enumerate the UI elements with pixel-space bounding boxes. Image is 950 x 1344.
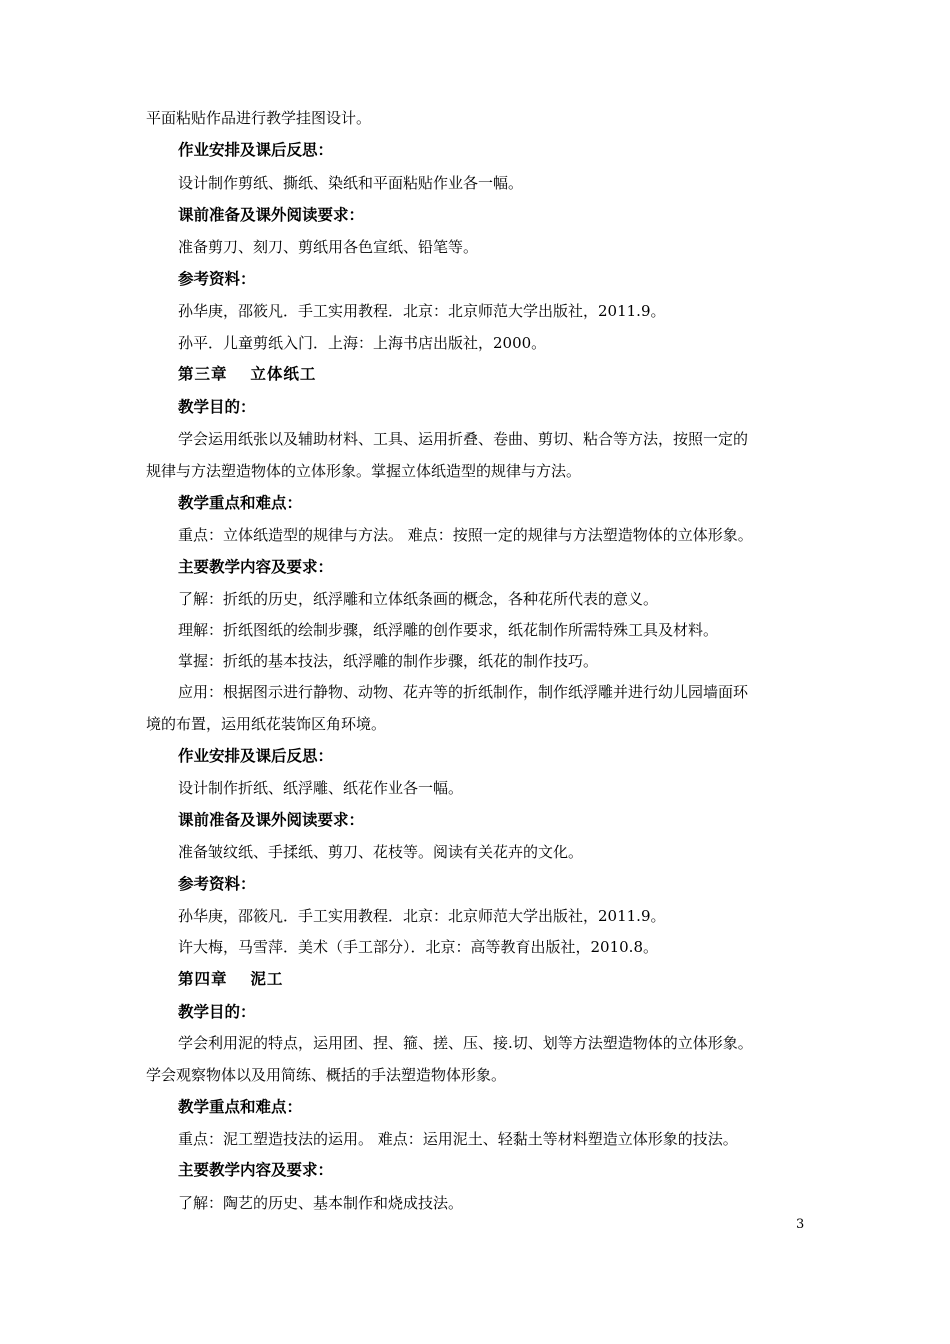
section-heading-objectives: 教学目的：	[178, 397, 256, 416]
objectives-text: 学会运用纸张以及辅助材料、工具、运用折叠、卷曲、剪切、粘合等方法，按照一定的	[178, 430, 749, 448]
key-points-text: 重点：泥工塑造技法的运用。 难点：运用泥土、轻黏土等材料塑造立体形象的技法。	[178, 1130, 738, 1148]
reference-item: 孙平．儿童剪纸入门．上海：上海书店出版社，2000。	[178, 334, 547, 352]
chapter-title-3: 第三章 立体纸工	[178, 364, 317, 383]
assignments-text: 设计制作剪纸、撕纸、染纸和平面粘贴作业各一幅。	[178, 174, 524, 192]
section-heading-objectives: 教学目的：	[178, 1002, 256, 1021]
section-heading-references: 参考资料：	[178, 874, 256, 893]
preparation-text: 准备剪刀、刻刀、剪纸用各色宣纸、铅笔等。	[178, 238, 479, 256]
paragraph-continuation: 平面粘贴作品进行教学挂图设计。	[146, 109, 372, 127]
assignments-text: 设计制作折纸、纸浮雕、纸花作业各一幅。	[178, 779, 464, 797]
content-understand: 了解：折纸的历史，纸浮雕和立体纸条画的概念，各种花所代表的意义。	[178, 590, 659, 608]
section-heading-preparation: 课前准备及课外阅读要求：	[178, 205, 365, 224]
reference-item: 许大梅，马雪萍．美术（手工部分）．北京：高等教育出版社，2010.8。	[178, 938, 658, 956]
content-apply: 应用：根据图示进行静物、动物、花卉等的折纸制作，制作纸浮雕并进行幼儿园墙面环	[178, 683, 749, 701]
section-heading-content: 主要教学内容及要求：	[178, 1160, 334, 1179]
content-comprehend: 理解：折纸图纸的绘制步骤，纸浮雕的创作要求，纸花制作所需特殊工具及材料。	[178, 621, 719, 639]
objectives-text: 学会利用泥的特点，运用团、捏、箍、搓、压、接.切、划等方法塑造物体的立体形象。	[178, 1034, 753, 1052]
section-heading-preparation: 课前准备及课外阅读要求：	[178, 810, 365, 829]
section-heading-key-points: 教学重点和难点：	[178, 493, 303, 512]
reference-item: 孙华庚，邵筱凡．手工实用教程．北京：北京师范大学出版社，2011.9。	[178, 907, 666, 925]
section-heading-assignments: 作业安排及课后反思：	[178, 746, 334, 765]
content-master: 掌握：折纸的基本技法，纸浮雕的制作步骤，纸花的制作技巧。	[178, 652, 599, 670]
reference-item: 孙华庚，邵筱凡．手工实用教程．北京：北京师范大学出版社，2011.9。	[178, 302, 666, 320]
content-understand: 了解：陶艺的历史、基本制作和烧成技法。	[178, 1194, 464, 1212]
content-apply-cont: 境的布置，运用纸花装饰区角环境。	[146, 715, 387, 733]
objectives-text-cont: 规律与方法塑造物体的立体形象。掌握立体纸造型的规律与方法。	[146, 462, 582, 480]
page-number: 3	[796, 1217, 805, 1232]
section-heading-key-points: 教学重点和难点：	[178, 1097, 303, 1116]
chapter-title-4: 第四章 泥工	[178, 969, 284, 988]
section-heading-references: 参考资料：	[178, 269, 256, 288]
key-points-text: 重点：立体纸造型的规律与方法。 难点：按照一定的规律与方法塑造物体的立体形象。	[178, 526, 753, 544]
objectives-text-cont: 学会观察物体以及用简练、概括的手法塑造物体形象。	[146, 1066, 507, 1084]
section-heading-content: 主要教学内容及要求：	[178, 557, 334, 576]
section-heading-assignments: 作业安排及课后反思：	[178, 140, 334, 159]
preparation-text: 准备皱纹纸、手揉纸、剪刀、花枝等。阅读有关花卉的文化。	[178, 843, 584, 861]
